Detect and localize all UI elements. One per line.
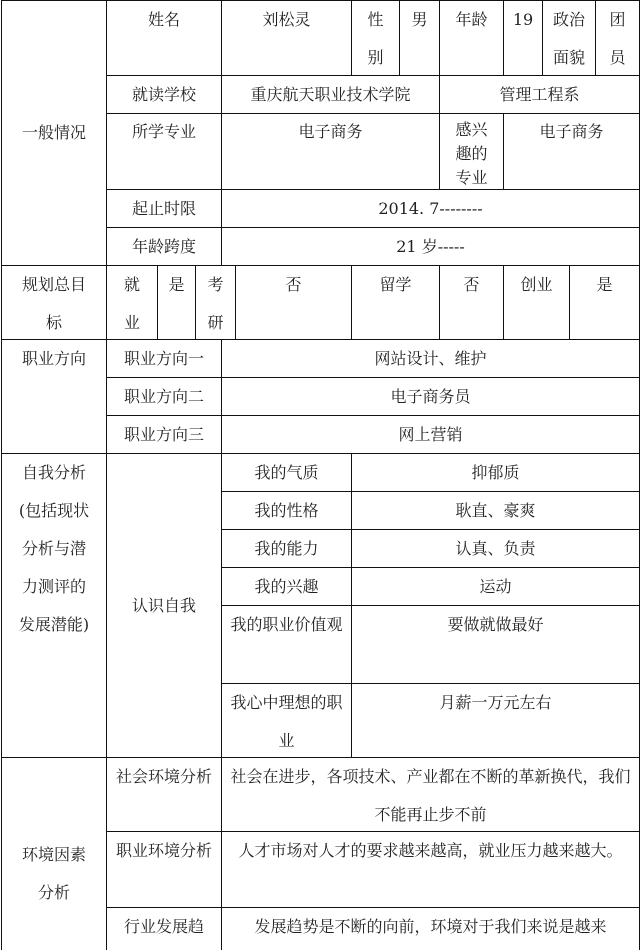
employment-label: 就业 [106,265,158,340]
age-value: 19 [503,0,543,76]
env-label: 职业环境分析 [106,831,222,908]
interest-value: 电子商务 [503,113,640,190]
department-value: 管理工程系 [439,75,640,114]
self-label: 我的职业价值观 [221,605,352,684]
self-sub-label: 认识自我 [131,595,196,615]
political-value: 团员 [595,0,640,76]
abroad-label: 留学 [351,265,440,340]
political-label: 政治面貌 [542,0,596,76]
career-label: 职业方向三 [106,415,222,454]
age-span-label: 年龄跨度 [106,227,222,266]
section-self: 自我分析(包括现状分析与潜力测评的发展潜能) [1,453,107,758]
self-label: 我的气质 [221,453,352,492]
env-label: 社会环境分析 [106,757,222,832]
career-value: 网站设计、维护 [221,339,640,378]
self-value: 运动 [351,567,640,606]
env-value: 社会在进步，各项技术、产业都在不断的革新换代，我们不能再止步不前 [221,757,640,832]
interest-label: 感兴趣的专业 [439,113,504,190]
section-env-label: 环境因素分析 [21,845,86,902]
self-label: 我的能力 [221,529,352,568]
gender-label: 性别 [351,0,400,76]
self-value: 耿直、豪爽 [351,491,640,530]
self-value: 要做就做最好 [351,605,640,684]
self-label: 我的性格 [221,491,352,530]
period-label: 起止时限 [106,189,222,228]
abroad-value: 否 [439,265,504,340]
self-value: 认真、负责 [351,529,640,568]
age-span-value: 21 岁----- [221,227,640,266]
major-value: 电子商务 [221,113,440,190]
postgrad-value: 否 [235,265,352,340]
major-label: 所学专业 [106,113,222,190]
section-general [1,0,107,266]
period-value: 2014. 7-------- [221,189,640,228]
career-label: 职业方向一 [106,339,222,378]
name-value: 刘松灵 [221,0,352,76]
career-value: 网上营销 [221,415,640,454]
self-label: 我心中理想的职业 [221,683,352,758]
env-value: 人才市场对人才的要求越来越高，就业压力越来越大。 [221,831,640,908]
startup-value: 是 [569,265,640,340]
postgrad-label: 考研 [195,265,236,340]
gender-value: 男 [399,0,440,76]
employment-value: 是 [157,265,196,340]
self-value: 月薪一万元左右 [351,683,640,758]
age-label: 年龄 [439,0,504,76]
env-value: 发展趋势是不断的向前，环境对于我们来说是越来 [221,907,640,950]
self-label: 我的兴趣 [221,567,352,606]
self-value: 抑郁质 [351,453,640,492]
env-label: 行业发展趋 [106,907,222,950]
name-label: 姓名 [106,0,222,76]
self-sub [106,453,222,758]
section-label: 一般情况 [21,123,86,142]
section-env [1,757,107,950]
career-value: 电子商务员 [221,377,640,416]
school-label: 就读学校 [106,75,222,114]
career-label: 职业方向二 [106,377,222,416]
section-goal: 规划总目标 [1,265,107,340]
startup-label: 创业 [503,265,570,340]
section-career: 职业方向 [1,339,107,454]
school-value: 重庆航天职业技术学院 [221,75,440,114]
